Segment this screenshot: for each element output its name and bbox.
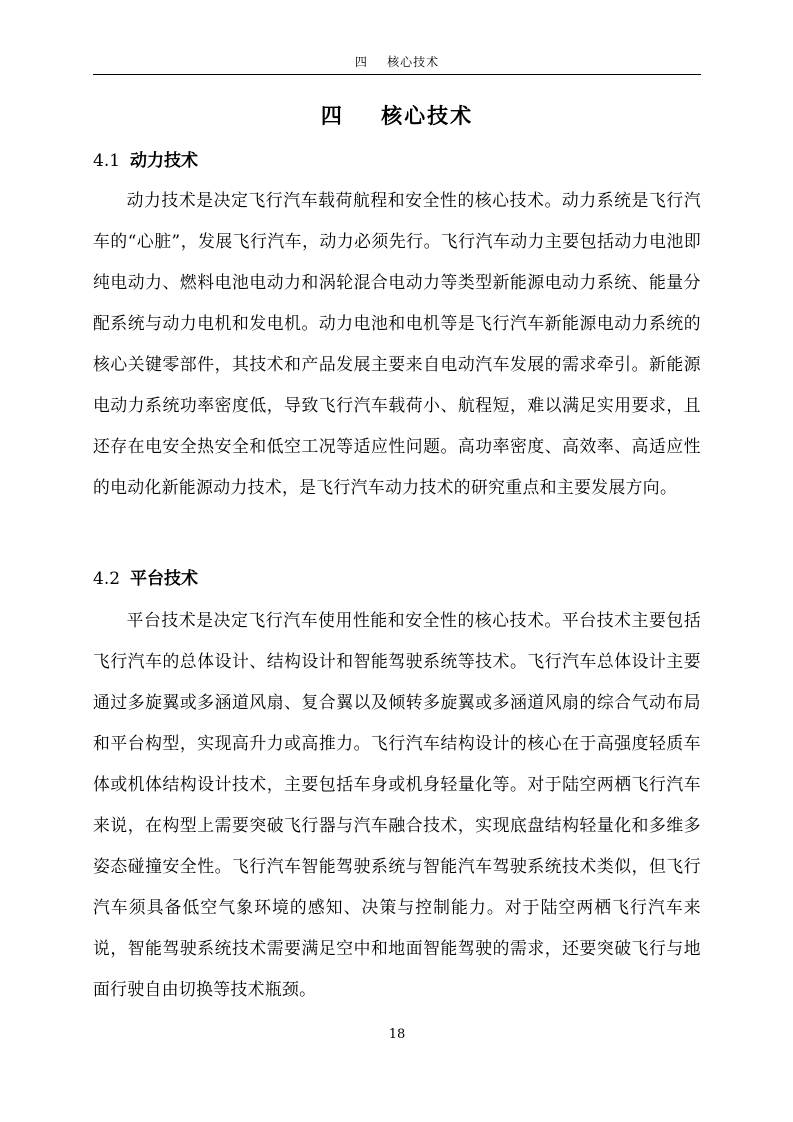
section-number: 4.2 <box>93 569 121 589</box>
section-heading-platform <box>93 566 198 592</box>
section-title: 平台技术 <box>130 569 199 589</box>
section-title: 动力技术 <box>130 151 199 171</box>
section-paragraph-power: 动力技术是决定飞行汽车载荷航程和安全性的核心技术。动力系统是飞行汽车的“心脏”，发展飞行汽车，动力必须先行。飞行汽车动力主要包括动力电池即纯电动力、燃料电池电动力和涡轮混合电动力等类型新能源电动力系统、能量分配系统与动力电机和发电机。动力电池和电机等是飞行汽车新能源电动力系统的核心关键零部件，其技术和产品发展主要来自电动汽车发展的需求牵引。新能源电动力系统功率密度低，导致飞行汽车载荷小、航程短，难以满足实用要求，且还存在电安全热安全和低空工况等适应性问题。高功率密度、高效率、高适应性的电动化新能源动力技术，是飞行汽车动力技术的研究重点和主要发展方向。 <box>93 190 701 497</box>
header-divider <box>93 74 701 75</box>
running-header: 四 核心技术 <box>354 55 440 69</box>
section-heading-power <box>93 148 198 174</box>
page-number: 18 <box>388 1027 406 1042</box>
section-paragraph-platform: 平台技术是决定飞行汽车使用性能和安全性的核心技术。平台技术主要包括飞行汽车的总体设计、结构设计和智能驾驶系统等技术。飞行汽车总体设计主要通过多旋翼或多涵道风扇、复合翼以及倾转多旋翼或多涵道风扇的综合气动布局和平台构型，实现高升力或高推力。飞行汽车结构设计的核心在于高强度轻质车体或机体结构设计技术，主要包括车身或机身轻量化等。对于陆空两栖飞行汽车来说，在构型上需要突破飞行器与汽车融合技术，实现底盘结构轻量化和多维多姿态碰撞安全性。飞行汽车智能驾驶系统与智能汽车驾驶系统技术类似，但飞行汽车须具备低空气象环境的感知、决策与控制能力。对于陆空两栖飞行汽车来说，智能驾驶系统技术需要满足空中和地面智能驾驶的需求，还要突破飞行与地面行驶自由切换等技术瓶颈。 <box>93 610 701 999</box>
section-number: 4.1 <box>93 151 121 171</box>
chapter-title: 四 核心技术 <box>320 103 474 128</box>
